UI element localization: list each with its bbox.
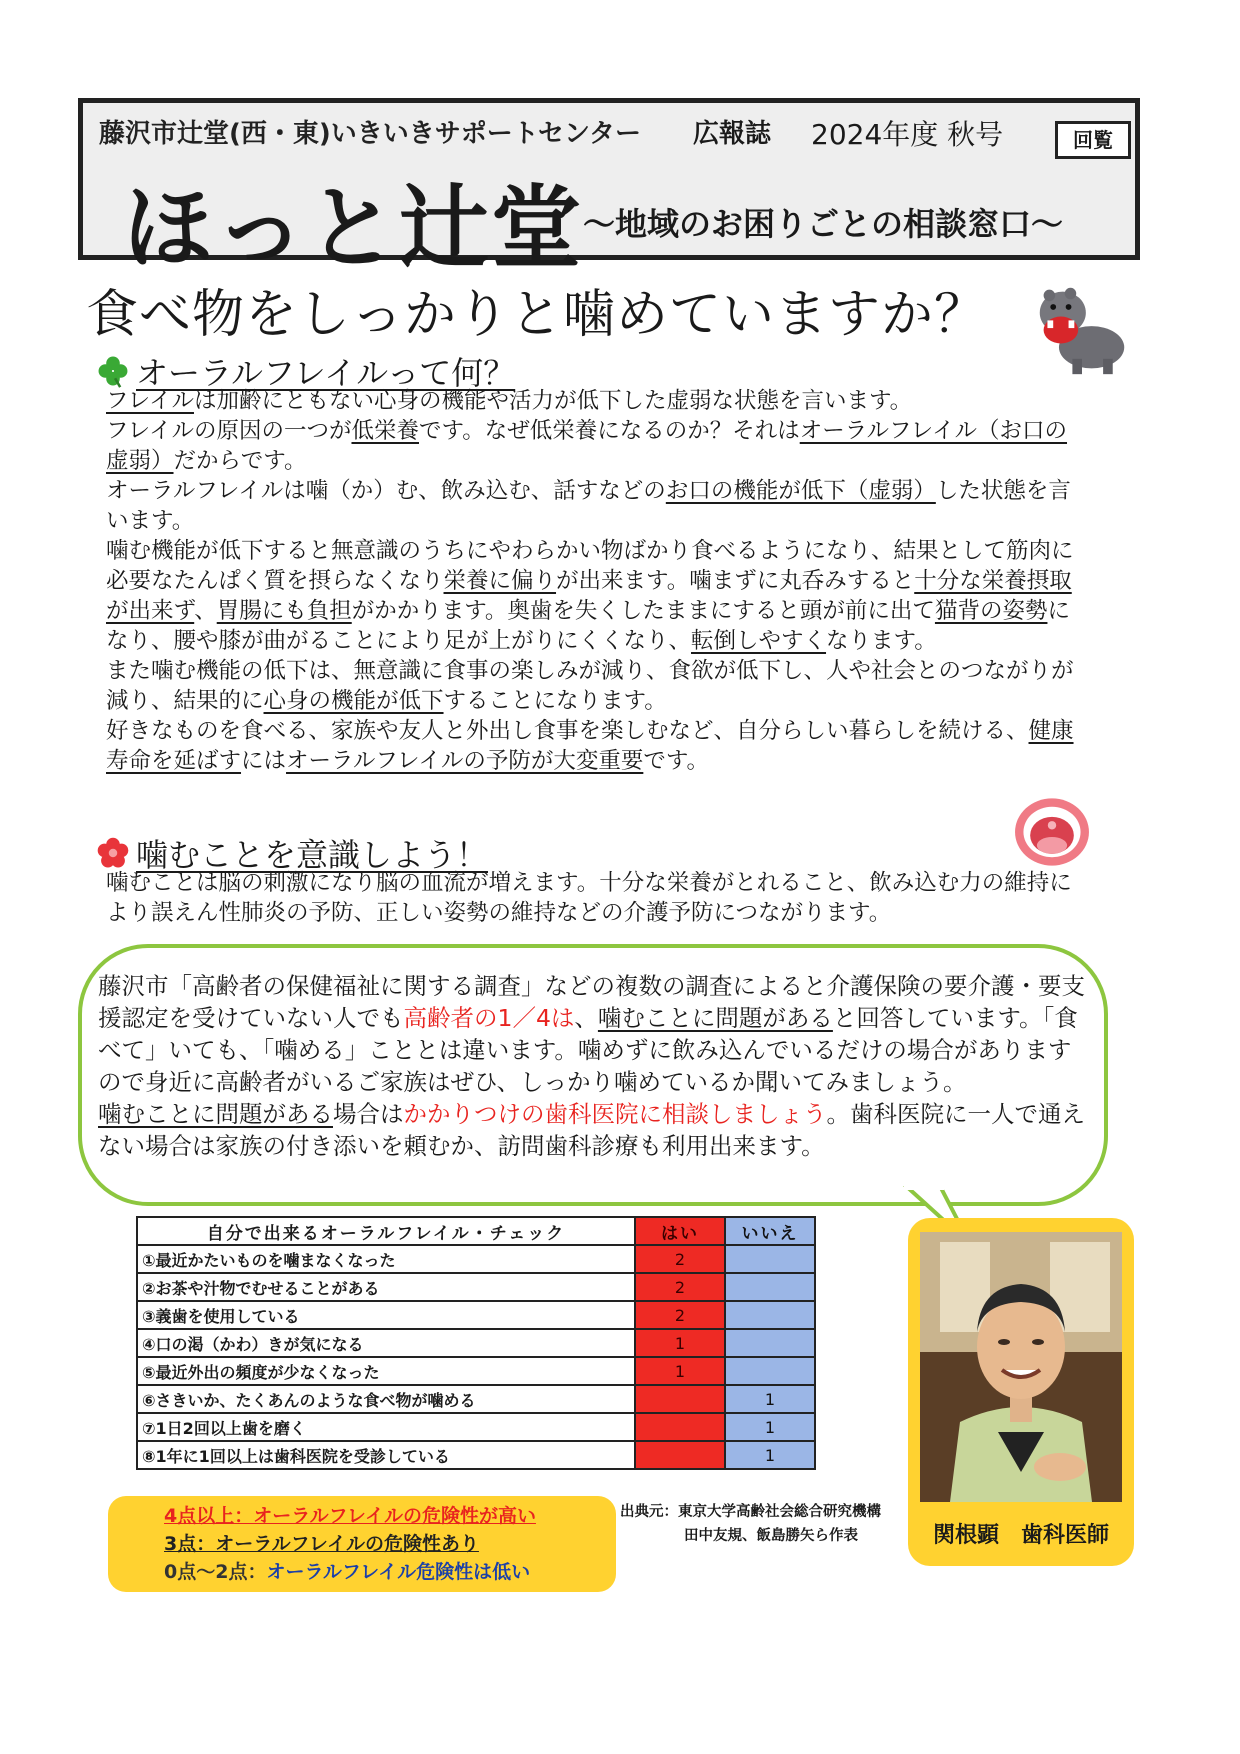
term: 噛むことに問題がある bbox=[597, 1004, 833, 1032]
source-citation bbox=[620, 1500, 881, 1548]
open-mouth-icon bbox=[1010, 790, 1094, 874]
text: には bbox=[241, 748, 287, 774]
paragraph bbox=[106, 716, 1074, 776]
table-row bbox=[137, 1385, 815, 1413]
legend-low-risk bbox=[164, 1558, 616, 1586]
text: オーラルフレイルは噛（か）む、飲み込む、話すなどの bbox=[106, 478, 666, 504]
text: です。なぜ低栄養になるのか？それは bbox=[419, 418, 800, 444]
term: お口の機能が低下（虚弱） bbox=[665, 478, 936, 504]
paragraph bbox=[106, 476, 1074, 536]
text: がかかります。奥歯を失くしたままにすると頭が前に出て bbox=[351, 598, 935, 624]
score-legend bbox=[108, 1496, 616, 1592]
text: 噛む機能が低下すると無意識のうちにやわらかい物ばかり食べるようになり、結果として筋肉に必要なたんぱく質を摂らなくなり bbox=[106, 538, 1074, 594]
text: 。歯科医院に一人で通えない場合は家族の付き添いを頼むか、訪問歯科診療も利用出来ます。 bbox=[98, 1100, 1085, 1160]
legend-text: オーラルフレイル危険性は低い bbox=[266, 1561, 531, 1583]
term: 胃腸にも負担 bbox=[216, 598, 352, 624]
paragraph bbox=[106, 386, 1074, 416]
source-line: 出典元：東京大学高齢社会総合研究機構 bbox=[620, 1504, 881, 1520]
paragraph bbox=[106, 416, 1074, 476]
table-row bbox=[137, 1273, 815, 1301]
organization-name: 藤沢市辻堂(西・東)いきいきサポートセンター bbox=[99, 119, 641, 149]
table-row bbox=[137, 1413, 815, 1441]
newsletter-subtitle: ～地域のお困りごとの相談窓口～ bbox=[583, 205, 1064, 243]
term: 心身の機能が低下 bbox=[263, 688, 444, 714]
checklist-question: ④口の渇（かわ）きが気になる bbox=[137, 1329, 635, 1357]
checklist-question: ③義歯を使用している bbox=[137, 1301, 635, 1329]
text: と回答しています。「食べて」いても、「噛める」こととは違います。噛めずに飲み込んでいるだけの場合がありますので身近に高齢者がいるご家族はぜひ、しっかり噛めているか聞いてみましょう。 bbox=[98, 1004, 1078, 1096]
no-score-cell: 1 bbox=[725, 1385, 815, 1413]
no-column-header: いいえ bbox=[725, 1217, 815, 1245]
term: 噛むことに問題がある bbox=[98, 1100, 333, 1128]
highlight-text: 高齢者の1／4は bbox=[403, 1004, 575, 1032]
no-score-cell bbox=[725, 1273, 815, 1301]
no-score-cell bbox=[725, 1301, 815, 1329]
term: オーラルフレイル（お口の虚弱） bbox=[106, 418, 1068, 474]
no-score-cell: 1 bbox=[725, 1441, 815, 1469]
checklist-question: ⑥さきいか、たくあんのような食べ物が噛める bbox=[137, 1385, 635, 1413]
table-row bbox=[137, 1301, 815, 1329]
oral-frailty-checklist bbox=[136, 1216, 816, 1470]
text: 場合は bbox=[333, 1100, 404, 1128]
text: フレイルの原因の一つが bbox=[106, 418, 352, 444]
term: フレイル bbox=[106, 388, 194, 414]
speech-bubble-text bbox=[98, 970, 1088, 1162]
issue-label: 2024年度 秋号 bbox=[811, 118, 1004, 151]
yes-score-cell: 2 bbox=[635, 1301, 725, 1329]
paragraph bbox=[106, 656, 1074, 716]
text: 好きなものを食べる、家族や友人と外出し食事を楽しむなど、自分らしい暮らしを続ける、 bbox=[106, 718, 1029, 744]
text: が出来ます。噛まずに丸呑みすると bbox=[556, 568, 915, 594]
term: 健康寿命を延ばす bbox=[106, 718, 1074, 774]
text: は加齢にともない心身の機能や活力が低下した虚弱な状態を言います。 bbox=[193, 388, 913, 414]
text: 藤沢市「高齢者の保健福祉に関する調査」などの複数の調査によると介護保険の要介護・要支援認定を受けていない人でも bbox=[98, 972, 1085, 1032]
text: した状態を言います。 bbox=[106, 478, 1071, 534]
dentist-name: 関根顕 歯科医師 bbox=[932, 1523, 1109, 1548]
checklist-question: ②お茶や汁物でむせることがある bbox=[137, 1273, 635, 1301]
paragraph bbox=[106, 536, 1074, 656]
yes-column-header: はい bbox=[635, 1217, 725, 1245]
page-headline: 食べ物をしっかりと噛めていますか？ bbox=[86, 285, 988, 345]
checklist-question: ⑧1年に1回以上は歯科医院を受診している bbox=[137, 1441, 635, 1469]
masthead bbox=[78, 98, 1140, 281]
dentist-photo-card bbox=[908, 1218, 1134, 1566]
term: 十分な栄養摂取が出来ず bbox=[106, 568, 1072, 624]
term: 転倒しやすく bbox=[691, 628, 827, 654]
term: 栄養に偏り bbox=[443, 568, 557, 594]
table-row bbox=[137, 1357, 815, 1385]
dentist-photo bbox=[920, 1232, 1122, 1502]
text: することになります。 bbox=[443, 688, 667, 714]
text: また噛む機能の低下は、無意識に食事の楽しみが減り、食欲が低下し、人や社会とのつながりが減り、結果的に bbox=[106, 658, 1074, 714]
paragraph bbox=[98, 1098, 1088, 1162]
text: だからです。 bbox=[173, 448, 307, 474]
paragraph bbox=[98, 970, 1088, 1098]
checklist-question: ①最近かたいものを噛まなくなった bbox=[137, 1245, 635, 1273]
paragraph: 噛むことは脳の刺激になり脳の血流が増えます。十分な栄養がとれること、飲み込む力の維持により誤えん性肺炎の予防、正しい姿勢の維持などの介護予防につながります。 bbox=[106, 870, 1072, 926]
text: なります。 bbox=[826, 628, 937, 654]
checklist-question: ⑤最近外出の頻度が少なくなった bbox=[137, 1357, 635, 1385]
text: になり、腰や膝が曲がることにより足が上がりにくくなり、 bbox=[106, 598, 1070, 654]
checklist-title: 自分で出来るオーラルフレイル・チェック bbox=[137, 1217, 635, 1245]
yes-score-cell bbox=[635, 1413, 725, 1441]
no-score-cell bbox=[725, 1357, 815, 1385]
term: オーラルフレイルの予防が大変重要 bbox=[286, 748, 644, 774]
yes-score-cell: 2 bbox=[635, 1273, 725, 1301]
text: 、 bbox=[574, 1004, 598, 1032]
text: 、 bbox=[194, 598, 217, 624]
newsletter-title: ほっと辻堂 bbox=[123, 176, 583, 281]
table-header-row bbox=[137, 1217, 815, 1245]
section-heading-label: オーラルフレイルって何？ bbox=[136, 354, 516, 392]
checklist-question: ⑦1日2回以上歯を磨く bbox=[137, 1413, 635, 1441]
source-line: 田中友規、飯島勝矢ら作表 bbox=[684, 1528, 858, 1544]
hippo-illustration-icon bbox=[1034, 282, 1130, 378]
highlight-text: かかりつけの歯科医院に相談しましょう bbox=[403, 1100, 827, 1128]
legend-high-risk: 4点以上：オーラルフレイルの危険性が高い bbox=[164, 1505, 536, 1527]
legend-risk: 3点：オーラルフレイルの危険性あり bbox=[164, 1533, 479, 1555]
no-score-cell bbox=[725, 1245, 815, 1273]
term: 低栄養 bbox=[351, 418, 419, 444]
table-row bbox=[137, 1245, 815, 1273]
table-row bbox=[137, 1441, 815, 1469]
flower-icon bbox=[96, 836, 130, 870]
circulate-badge: 回覧 bbox=[1055, 121, 1131, 159]
yes-score-cell bbox=[635, 1385, 725, 1413]
section-heading-label: 噛むことを意識しよう！ bbox=[136, 836, 489, 874]
no-score-cell: 1 bbox=[725, 1413, 815, 1441]
text: です。 bbox=[643, 748, 710, 774]
clover-icon bbox=[96, 354, 130, 388]
yes-score-cell: 1 bbox=[635, 1329, 725, 1357]
publication-label: 広報誌 bbox=[693, 119, 772, 149]
yes-score-cell bbox=[635, 1441, 725, 1469]
yes-score-cell: 1 bbox=[635, 1357, 725, 1385]
section-body-oral-frailty bbox=[106, 386, 1074, 776]
legend-points: 0点～2点： bbox=[164, 1561, 267, 1583]
section-body-chewing bbox=[106, 868, 1074, 928]
no-score-cell bbox=[725, 1329, 815, 1357]
table-row bbox=[137, 1329, 815, 1357]
term: 猫背の姿勢 bbox=[934, 598, 1048, 624]
yes-score-cell: 2 bbox=[635, 1245, 725, 1273]
